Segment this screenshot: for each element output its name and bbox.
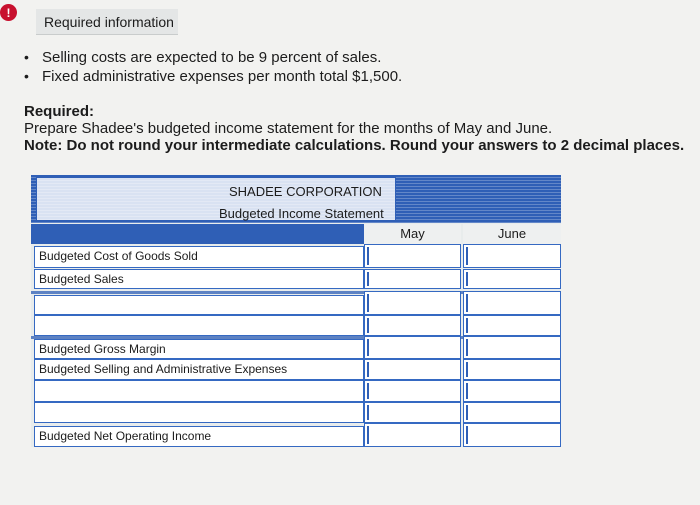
june-blank-2-input[interactable] xyxy=(463,315,561,336)
june-blank-1-input[interactable] xyxy=(463,291,561,315)
required-information-tab[interactable]: Required information xyxy=(36,9,178,35)
bullet-icon: • xyxy=(24,68,29,84)
june-blank-4-input[interactable] xyxy=(463,402,561,423)
june-selling-admin-input[interactable] xyxy=(463,359,561,380)
bullet-list xyxy=(24,48,402,86)
alert-icon: ! xyxy=(0,4,17,21)
row-label-selling-admin-expenses[interactable]: Budgeted Selling and Administrative Expenses xyxy=(34,359,364,380)
june-cost-of-goods-sold-input[interactable] xyxy=(463,244,561,268)
required-note: Note: Do not round your intermediate calculations. Round your answers to 2 decimal places. xyxy=(24,137,685,154)
may-blank-3-input[interactable] xyxy=(364,380,461,402)
june-net-operating-income-input[interactable] xyxy=(463,423,561,447)
may-net-operating-income-input[interactable] xyxy=(364,423,461,447)
required-instruction: Prepare Shadee's budgeted income statement for the months of May and June. xyxy=(24,120,553,137)
bullet-text: Fixed administrative expenses per month total $1,500. xyxy=(42,68,403,85)
row-label-blank-4[interactable] xyxy=(34,402,364,423)
may-gross-margin-input[interactable] xyxy=(364,336,461,359)
company-name: SHADEE CORPORATION xyxy=(229,184,382,199)
label-column-header xyxy=(31,224,364,244)
may-cost-of-goods-sold-input[interactable] xyxy=(364,244,461,268)
income-statement-table xyxy=(31,175,561,447)
table-title xyxy=(36,177,396,221)
row-label-sales[interactable]: Budgeted Sales xyxy=(34,269,364,289)
june-sales-input[interactable] xyxy=(463,269,561,289)
may-selling-admin-input[interactable] xyxy=(364,359,461,380)
row-label-blank-2[interactable] xyxy=(34,315,364,336)
required-section xyxy=(24,103,684,154)
row-label-gross-margin[interactable]: Budgeted Gross Margin xyxy=(34,339,364,359)
row-label-blank-3[interactable] xyxy=(34,380,364,402)
row-label-cost-of-goods-sold[interactable]: Budgeted Cost of Goods Sold xyxy=(34,246,364,268)
june-gross-margin-input[interactable] xyxy=(463,336,561,359)
bullet-text: Selling costs are expected to be 9 percent of sales. xyxy=(42,49,382,66)
row-label-net-operating-income[interactable]: Budgeted Net Operating Income xyxy=(34,426,364,447)
required-heading: Required: xyxy=(24,103,95,120)
list-item xyxy=(24,67,402,86)
may-blank-2-input[interactable] xyxy=(364,315,461,336)
june-blank-3-input[interactable] xyxy=(463,380,561,402)
list-item xyxy=(24,48,402,67)
column-header-june: June xyxy=(463,224,561,245)
column-header-may: May xyxy=(364,224,461,245)
statement-name: Budgeted Income Statement xyxy=(219,206,384,221)
may-blank-1-input[interactable] xyxy=(364,291,461,315)
may-sales-input[interactable] xyxy=(364,269,461,289)
may-blank-4-input[interactable] xyxy=(364,402,461,423)
row-label-blank-1[interactable] xyxy=(34,295,364,315)
bullet-icon: • xyxy=(24,49,29,65)
